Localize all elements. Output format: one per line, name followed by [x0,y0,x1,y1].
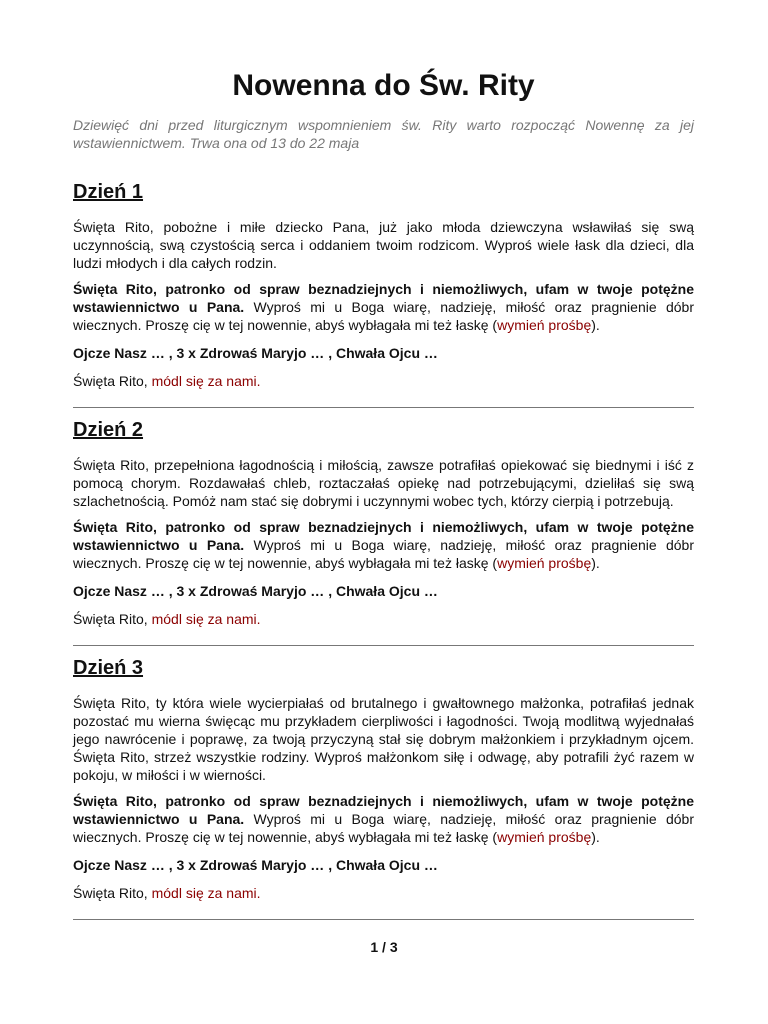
page-title: Nowenna do Św. Rity [232,69,535,102]
prayer-request: wymień prośbę [497,317,592,333]
closing-line-2 [73,610,694,628]
closing-line-1 [73,372,694,390]
page-number: 1 / 3 [370,939,398,955]
intro-text: Dziewięć dni przed liturgicznym wspomnieniem św. Rity warto rozpocząć Nowennę za jej wstawiennictwem. Trwa ona od 13 do 22 maja [73,117,694,151]
divider-3 [73,919,694,920]
closing-red: módl się za nami. [151,373,261,389]
prayer-paragraph-2 [73,518,694,572]
prayer-normal: Wyproś mi u Boga wiarę, nadzieję, miłość oraz pragnienie dóbr wiecznych. Proszę cię w tej nowennie, abyś wybłagała mi też łaskę ( [73,811,694,845]
prayer-end: ). [591,829,600,845]
closing-prefix: Święta Rito, [73,885,152,901]
prayer-request: wymień prośbę [497,829,592,845]
ojcze-line-2: Ojcze Nasz … , 3 x Zdrowaś Maryjo … , Chwała Ojcu … [73,583,438,599]
ojcze-line-1: Ojcze Nasz … , 3 x Zdrowaś Maryjo … , Chwała Ojcu … [73,345,438,361]
prayer-end: ). [591,555,600,571]
divider-1 [73,407,694,408]
day-title-3: Dzień 3 [73,657,144,679]
document-content [73,68,694,920]
closing-line-3 [73,884,694,902]
day-section-1 [73,180,694,390]
day-text-3: Święta Rito, ty która wiele wycierpiałaś od brutalnego i gwałtownego małżonka, potrafiłaś jednak pozostać mu wierna święcąc mu przykładem cierpliwości i łagodności. Twoją modlitwą wyjednałaś jego nawrócenie i poprawę, za twoją przyczyną stał się dobrym małżonkiem i przykładnym ojcem. Święta Rito, strzeż wszystkie rodziny. Wyproś małżonkom siłę i odwagę, aby potrafili żyć razem w pokoju, w miłości i w wierności. [73,695,694,783]
prayer-paragraph-1 [73,280,694,334]
closing-red: módl się za nami. [151,611,261,627]
prayer-bold: Święta Rito, patronko od spraw beznadziejnych i niemożliwych, ufam w twoje potężne wstawiennictwo u Pana. [73,281,694,315]
divider-2 [73,645,694,646]
prayer-bold: Święta Rito, patronko od spraw beznadziejnych i niemożliwych, ufam w twoje potężne wstawiennictwo u Pana. [73,519,694,553]
prayer-normal: Wyproś mi u Boga wiarę, nadzieję, miłość oraz pragnienie dóbr wiecznych. Proszę cię w tej nowennie, abyś wybłagała mi też łaskę ( [73,537,694,571]
day-title-1: Dzień 1 [73,181,144,203]
prayer-paragraph-3 [73,792,694,846]
prayer-normal: Wyproś mi u Boga wiarę, nadzieję, miłość oraz pragnienie dóbr wiecznych. Proszę cię w tej nowennie, abyś wybłagała mi też łaskę ( [73,299,694,333]
day-section-3 [73,656,694,902]
closing-prefix: Święta Rito, [73,373,152,389]
day-text-2: Święta Rito, przepełniona łagodnością i miłością, zawsze potrafiłaś opiekować się biednymi i iść z pomocą chorym. Rozdawałaś chleb, roztaczałaś opiekę nad potrzebującymi, dzieliłaś się swą szlachetnością. Pomóż nam stać się dobrymi i uczynnymi wobec tych, którzy cierpią i potrzebują. [73,457,694,509]
closing-red: módl się za nami. [151,885,261,901]
day-section-2 [73,418,694,628]
prayer-bold: Święta Rito, patronko od spraw beznadziejnych i niemożliwych, ufam w twoje potężne wstawiennictwo u Pana. [73,793,694,827]
prayer-end: ). [591,317,600,333]
prayer-request: wymień prośbę [497,555,592,571]
closing-prefix: Święta Rito, [73,611,152,627]
day-text-1: Święta Rito, pobożne i miłe dziecko Pana, już jako młoda dziewczyna wsławiłaś się swą uczynnością, swą czystością serca i oddaniem twoim rodzicom. Wyproś wiele łask dla dzieci, dla ludzi młodych i dla całych rodzin. [73,219,694,271]
day-title-2: Dzień 2 [73,419,144,441]
ojcze-line-3: Ojcze Nasz … , 3 x Zdrowaś Maryjo … , Chwała Ojcu … [73,857,438,873]
